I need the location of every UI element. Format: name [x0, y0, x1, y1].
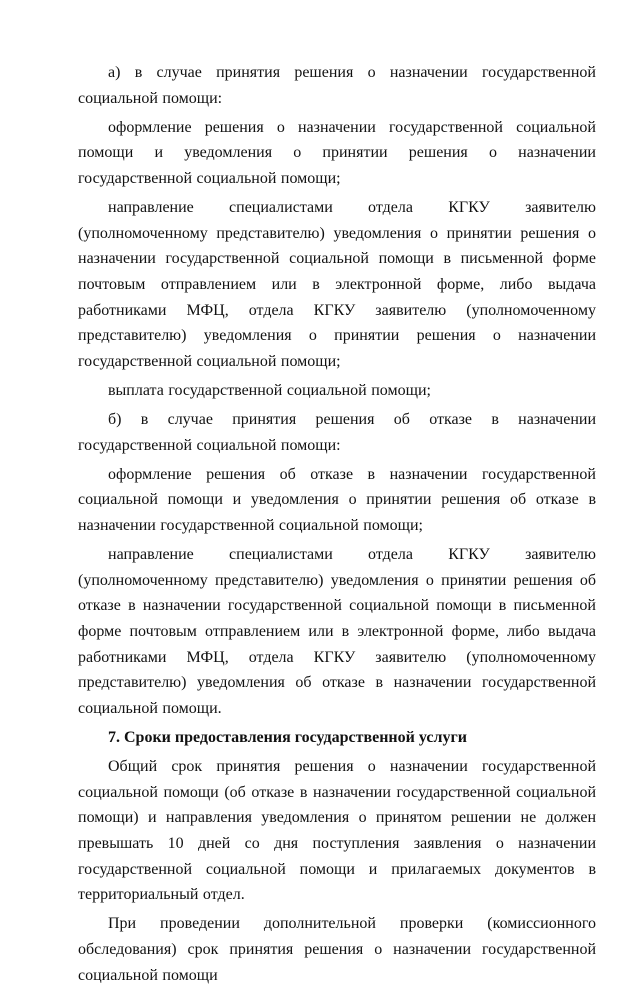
paragraph-a-payment: выплата государственной социальной помощи; [108, 381, 431, 399]
paragraph-a-decision: оформление решения о назначении государственной социальной помощи и уведомления о принятии решения о назначении государственной социальной помощи; [78, 118, 596, 187]
paragraph-b-decision: оформление решения об отказе в назначении государственной социальной помощи и уведомления о принятии решения об отказе в назначении государственной социальной помощи; [78, 465, 596, 535]
paragraph-b-notification: направление специалистами отдела КГКУ заявителю (уполномоченному представителю) уведомления о принятии решения об отказе в назначении государственной социальной помощи в письменной форме почтовым отправлением или в электронной форме, либо выдача работниками МФЦ, отдела КГКУ заявителю (уполномоченному представителю) уведомления об отказе в назначении государственной социальной помощи. [78, 546, 596, 717]
paragraph-a-notification: направление специалистами отдела КГКУ заявителю (уполномоченному представителю) уведомления о принятии решения о назначении государственной социальной помощи в письменной форме почтовым отправлением или в электронной форме, либо выдача работниками МФЦ, отдела КГКУ заявителю (уполномоченному представителю) уведомления о принятии решения о назначении государственной социальной помощи; [78, 199, 596, 370]
paragraph-additional-check: При проведении дополнительной проверки (комиссионного обследования) срок принятия решения о назначении государственной социальной помощи [78, 915, 596, 984]
section-heading: 7. Сроки предоставления государственной услуги [108, 729, 467, 746]
document-body [78, 60, 596, 992]
paragraph-general-term: Общий срок принятия решения о назначении государственной социальной помощи (об отказе в назначении государственной социальной помощи) и направления уведомления о принятом решении не должен превышать 10 дней со дня поступления заявления о назначении государственной социальной помощи и прилагаемых документов в территориальный отдел. [78, 758, 596, 904]
paragraph-a-intro: а) в случае принятия решения о назначении государственной социальной помощи: [78, 64, 596, 107]
paragraph-b-intro: б) в случае принятия решения об отказе в назначении государственной социальной помощи: [78, 411, 596, 454]
